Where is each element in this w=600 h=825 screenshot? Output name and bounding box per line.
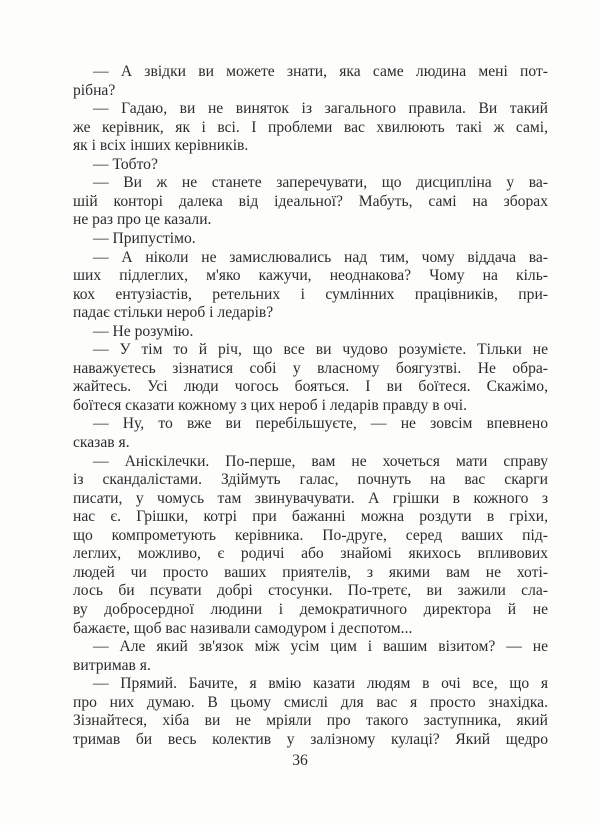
text-line: рібна? [73, 81, 116, 99]
text-line: — Прямий. Бачите, я вмію казати людям в очі все, що я [93, 675, 548, 693]
text-line: ву добросердної людини і демократичного директора й не [73, 600, 548, 618]
text-line: сказав я. [73, 434, 130, 451]
text-line: із скандалістами. Здіймуть галас, почнуть на вас скарги [73, 471, 548, 489]
text-line: Зізнайтеся, хіба ви не мріяли про такого заступника, який [73, 712, 548, 730]
text-line: — Тобто? [93, 155, 158, 173]
text-line: — Ну, то вже ви перебільшуєте, — не зовсім впевнено [93, 415, 548, 433]
text-line: — А ніколи не замислювались над тим, чому віддача ва- [93, 248, 548, 266]
text-line: — Не розумію. [93, 322, 194, 340]
text-line: наважуєтесь зізнатися собі у власному боягузтві. Не обра- [73, 359, 548, 377]
text-line: нас є. Грішки, котрі при бажанні можна роздути в гріхи, [73, 508, 548, 526]
text-line: лось би псувати добрі стосунки. По-третє, ви зажили сла- [73, 582, 548, 600]
text-line: боїтеся сказати кожному з цих нероб і ледарів правду в очі. [73, 396, 467, 414]
text-line: — Гадаю, ви не виняток із загального правила. Ви такий [93, 100, 548, 118]
text-line: не раз про це казали. [73, 211, 212, 229]
text-line: ших підлеглих, м'яко кажучи, неоднакова? Чому на кіль- [73, 267, 548, 285]
text-line: падає стільки нероб і ледарів? [73, 304, 274, 322]
text-line: про них думаю. В цьому смислі для вас я просто знахідка. [73, 693, 548, 711]
text-line: жайтесь. Усі люди чогось бояться. І ви боїтеся. Скажімо, [73, 378, 548, 396]
text-line: писати, у чомусь там звинувачувати. А грішки в кожного з [73, 489, 548, 507]
text-line: леглих, можливо, є родичі або знайомі якихось впливових [73, 545, 548, 563]
text-line: людей чи просто ваших приятелів, з якими вам не хоті- [73, 563, 548, 581]
text-line: — Але який зв'язок між усім цим і вашим візитом? — не [93, 638, 548, 656]
text-line: що компрометують керівника. По-друге, серед ваших під- [73, 526, 548, 544]
text-line: же керівник, як і всі. І проблеми вас хвилюють такі ж самі, [73, 118, 548, 136]
text-line: — У тім то й річ, що все ви чудово розумієте. Тільки не [93, 341, 548, 359]
text-line: шій конторі далека від ідеальної? Мабуть, самі на зборах [73, 192, 548, 210]
text-line: — Аніскілечки. По-перше, вам не хочеться мати справу [93, 452, 548, 470]
text-line: як і всіх інших керівників. [73, 137, 249, 155]
text-line: витримав я. [73, 656, 151, 674]
page-number: 36 [292, 752, 308, 769]
text-line: — Ви ж не станете заперечувати, що дисципліна у ва- [93, 174, 548, 192]
text-line: — А звідки ви можете знати, яка саме людина мені пот- [93, 63, 548, 80]
text-line: кох ентузіастів, ретельних і сумлінних працівників, при- [73, 285, 548, 303]
text-line: тримав би весь колектив у залізному кулаці? Який щедро [73, 730, 548, 748]
text-line: — Припустімо. [93, 229, 196, 247]
text-line: бажаєте, щоб вас називали самодуром і деспотом... [73, 619, 413, 637]
